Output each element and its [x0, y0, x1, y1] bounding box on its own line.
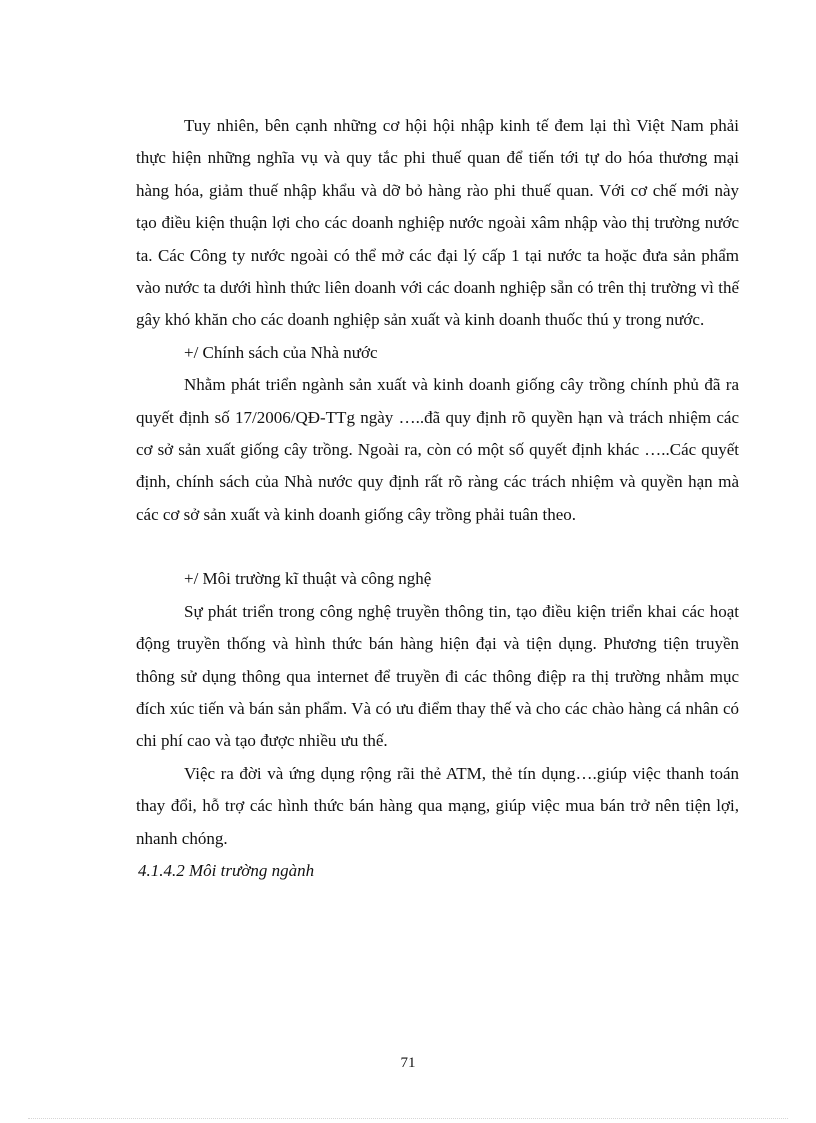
heading-technology-environment: +/ Môi trường kĩ thuật và công nghệ: [184, 569, 432, 589]
paragraph-state-policy: Nhằm phát triển ngành sản xuất và kinh doanh giống cây trồng chính phủ đã ra quyết định số 17/2006/QĐ-TTg ngày …..đã quy định rõ quyền hạn và trách nhiệm các cơ sở sản xuất giống cây trồng. Ngoài ra, còn có một số quyết định khác …..Các quyết định, chính sách của Nhà nước quy định rất rõ ràng các trách nhiệm và quyền hạn mà các cơ sở sản xuất và kinh doanh giống cây trồng phải tuân theo.: [136, 375, 739, 524]
blank-line: [136, 531, 739, 563]
paragraph-communication-technology: Sự phát triển trong công nghệ truyền thông tin, tạo điều kiện triển khai các hoạt động truyền thống và hình thức bán hàng hiện đại và tiện dụng. Phương tiện truyền thông sử dụng thông qua internet để truyền đi các thông điệp ra thị trường nhằm mục đích xúc tiến và bán sản phẩm. Và có ưu điểm thay thế và cho các chào hàng cá nhân có chi phí cao và tạo được nhiều ưu thế.: [136, 601, 739, 751]
paragraph-trade-integration: Tuy nhiên, bên cạnh những cơ hội hội nhập kinh tế đem lại thì Việt Nam phải thực hiện những nghĩa vụ và quy tắc phi thuế quan để tiến tới tự do hóa thương mại hàng hóa, giảm thuế nhập khẩu và dỡ bỏ hàng rào phi thuế quan. Với cơ chế mới này tạo điều kiện thuận lợi cho các doanh nghiệp nước ngoài xâm nhập vào thị trường nước ta. Các Công ty nước ngoài có thể mở các đại lý cấp 1 tại nước ta hoặc đưa sản phẩm vào nước ta dưới hình thức liên doanh với các doanh nghiệp sẵn có trên thị trường vì thế gây khó khăn cho các doanh nghiệp sản xuất và kinh doanh thuốc thú y trong nước.: [136, 116, 739, 330]
section-title: 4.1.4.2 Môi trường ngành: [138, 860, 315, 880]
heading-state-policy: +/ Chính sách của Nhà nước: [184, 342, 378, 362]
paragraph-atm-payments: Việc ra đời và ứng dụng rộng rãi thẻ ATM, thẻ tín dụng….giúp việc thanh toán thay đổi, hỗ trợ các hình thức bán hàng qua mạng, giúp việc mua bán trở nên tiện lợi, nhanh chóng.: [136, 763, 739, 848]
page-number: 71: [400, 1055, 416, 1071]
body-text: [136, 110, 739, 887]
page-bottom-divider: [28, 1118, 788, 1119]
